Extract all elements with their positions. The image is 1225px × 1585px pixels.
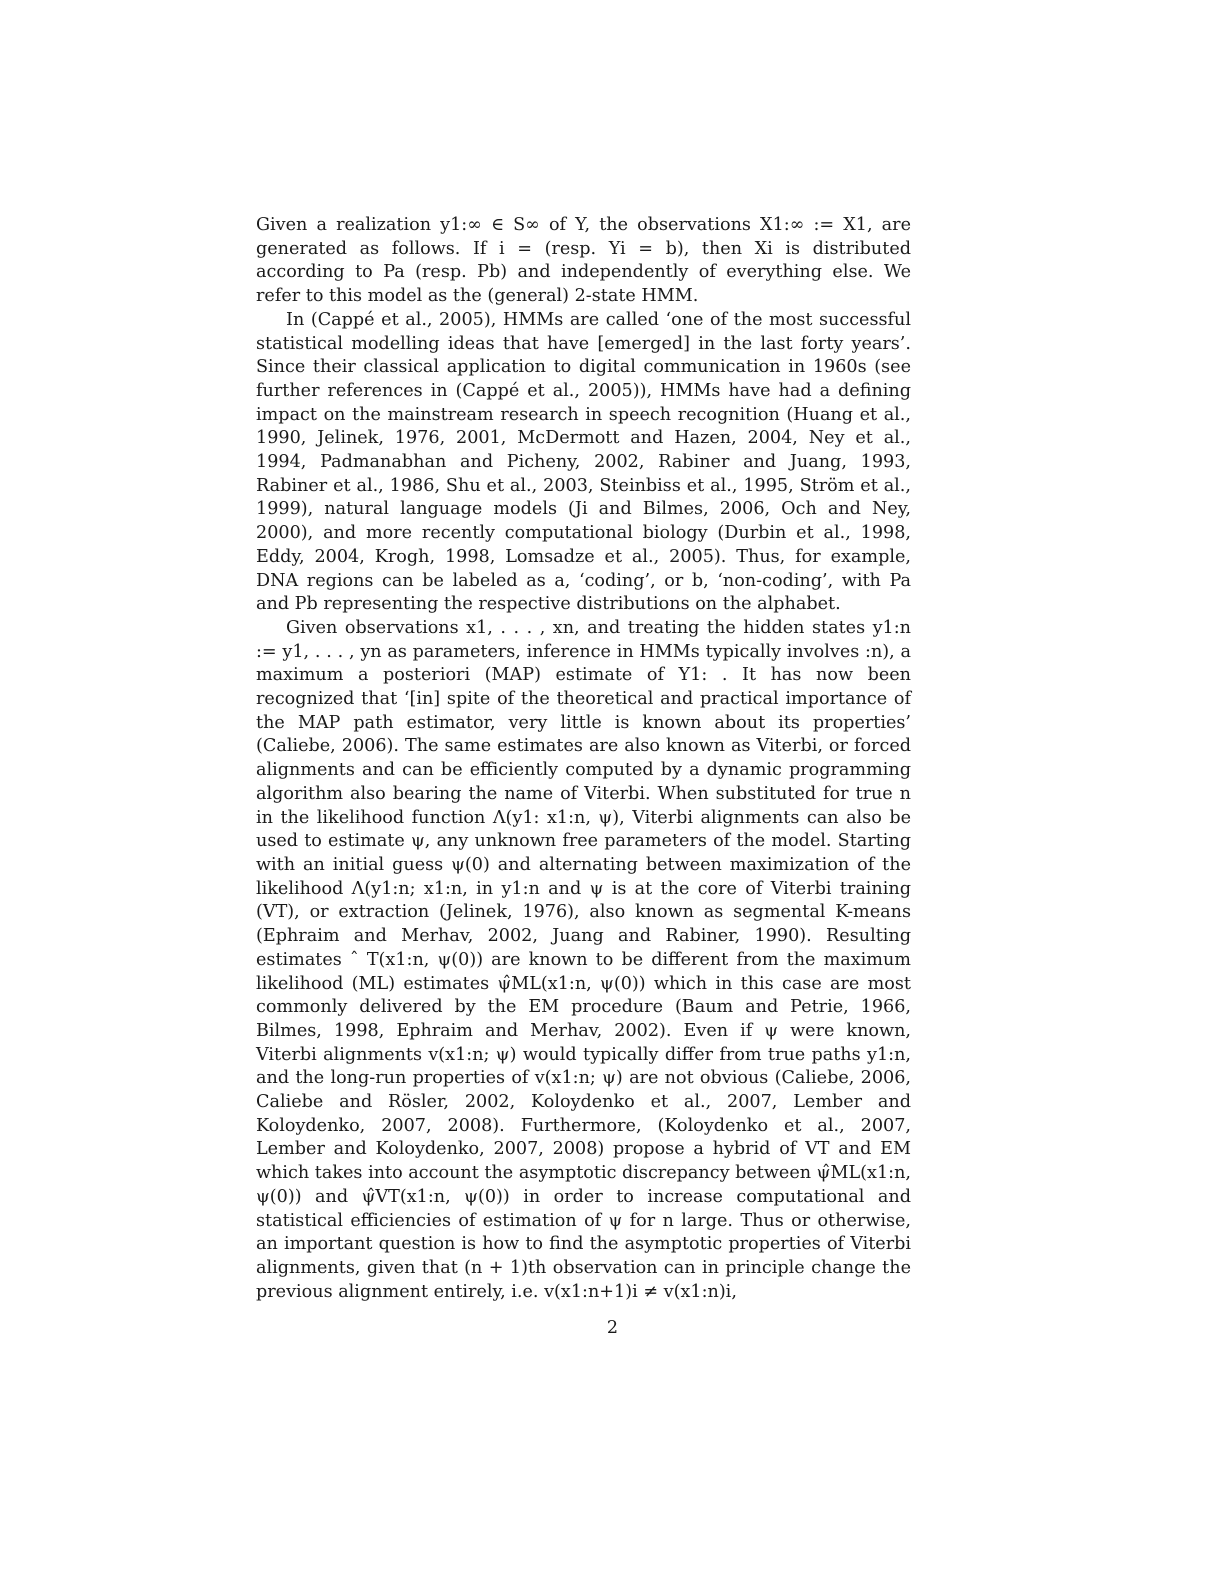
paragraph-model-definition: Given a realization y1:∞ ∈ S∞ of Y, the observations X1:∞ := X1, are generated as follows. If i = (resp. Yi = b), then Xi is distributed according to Pa (resp. Pb) and independently of everything else. We refer to this model as the (general) 2-state HMM. [256,215,911,307]
paper-body [256,214,911,1304]
paragraph-hmm-applications: In (Cappé et al., 2005), HMMs are called ‘one of the most successful statistical modelling ideas that have [emerged] in the last forty years’. Since their classical application to digital communication in 1960s (see further references in (Cappé et al., 2005)), HMMs have had a defining impact on the mainstream research in speech recognition (Huang et al., 1990, Jelinek, 1976, 2001, McDermott and Hazen, 2004, Ney et al., 1994, Padmanabhan and Picheny, 2002, Rabiner and Juang, 1993, Rabiner et al., 1986, Shu et al., 2003, Steinbiss et al., 1995, Ström et al., 1999), natural language models (Ji and Bilmes, 2006, Och and Ney, 2000), and more recently computational biology (Durbin et al., 1998, Eddy, 2004, Krogh, 1998, Lomsadze et al., 2005). Thus, for example, DNA regions can be labeled as a, ‘coding’, or b, ‘non-coding’, with Pa and Pb representing the respective distributions on the alphabet. [256,309,911,615]
paragraph-viterbi-inference: Given observations x1, . . . , xn, and treating the hidden states y1:n := y1, . . . , yn as parameters, inference in HMMs typically involves :n), a maximum a posteriori (MAP) estimate of Y1: . It has now been recognized that ‘[in] spite of the theoretical and practical importance of the MAP path estimator, very little is known about its properties’ (Caliebe, 2006). The same estimates are also known as Viterbi, or forced alignments and can be efficiently computed by a dynamic programming algorithm also bearing the name of Viterbi. When substituted for true n in the likelihood function Λ(y1: x1:n, ψ), Viterbi alignments can also be used to estimate ψ, any unknown free parameters of the model. Starting with an initial guess ψ(0) and alternating between maximization of the likelihood Λ(y1:n; x1:n, in y1:n and ψ is at the core of Viterbi training (VT), or extraction (Jelinek, 1976), also known as segmental K-means (Ephraim and Merhav, 2002, Juang and Rabiner, 1990). Resulting estimates ˆ T(x1:n, ψ(0)) are known to be different from the maximum likelihood (ML) estimates ψ̂ML(x1:n, ψ(0)) which in this case are most commonly delivered by the EM procedure (Baum and Petrie, 1966, Bilmes, 1998, Ephraim and Merhav, 2002). Even if ψ were known, Viterbi alignments v(x1:n; ψ) would typically differ from true paths y1:n, and the long-run properties of v(x1:n; ψ) are not obvious (Caliebe, 2006, Caliebe and Rösler, 2002, Koloydenko et al., 2007, Lember and Koloydenko, 2007, 2008). Furthermore, (Koloydenko et al., 2007, Lember and Koloydenko, 2007, 2008) propose a hybrid of VT and EM which takes into account the asymptotic discrepancy between ψ̂ML(x1:n, ψ(0)) and ψ̂VT(x1:n, ψ(0)) in order to increase computational and statistical efficiencies of estimation of ψ for n large. Thus or otherwise, an important question is how to find the asymptotic properties of Viterbi alignments, given that (n + 1)th observation can in principle change the previous alignment entirely, i.e. v(x1:n+1)i ≠ v(x1:n)i, [256,617,911,1302]
page-number: 2 [606,1318,619,1338]
